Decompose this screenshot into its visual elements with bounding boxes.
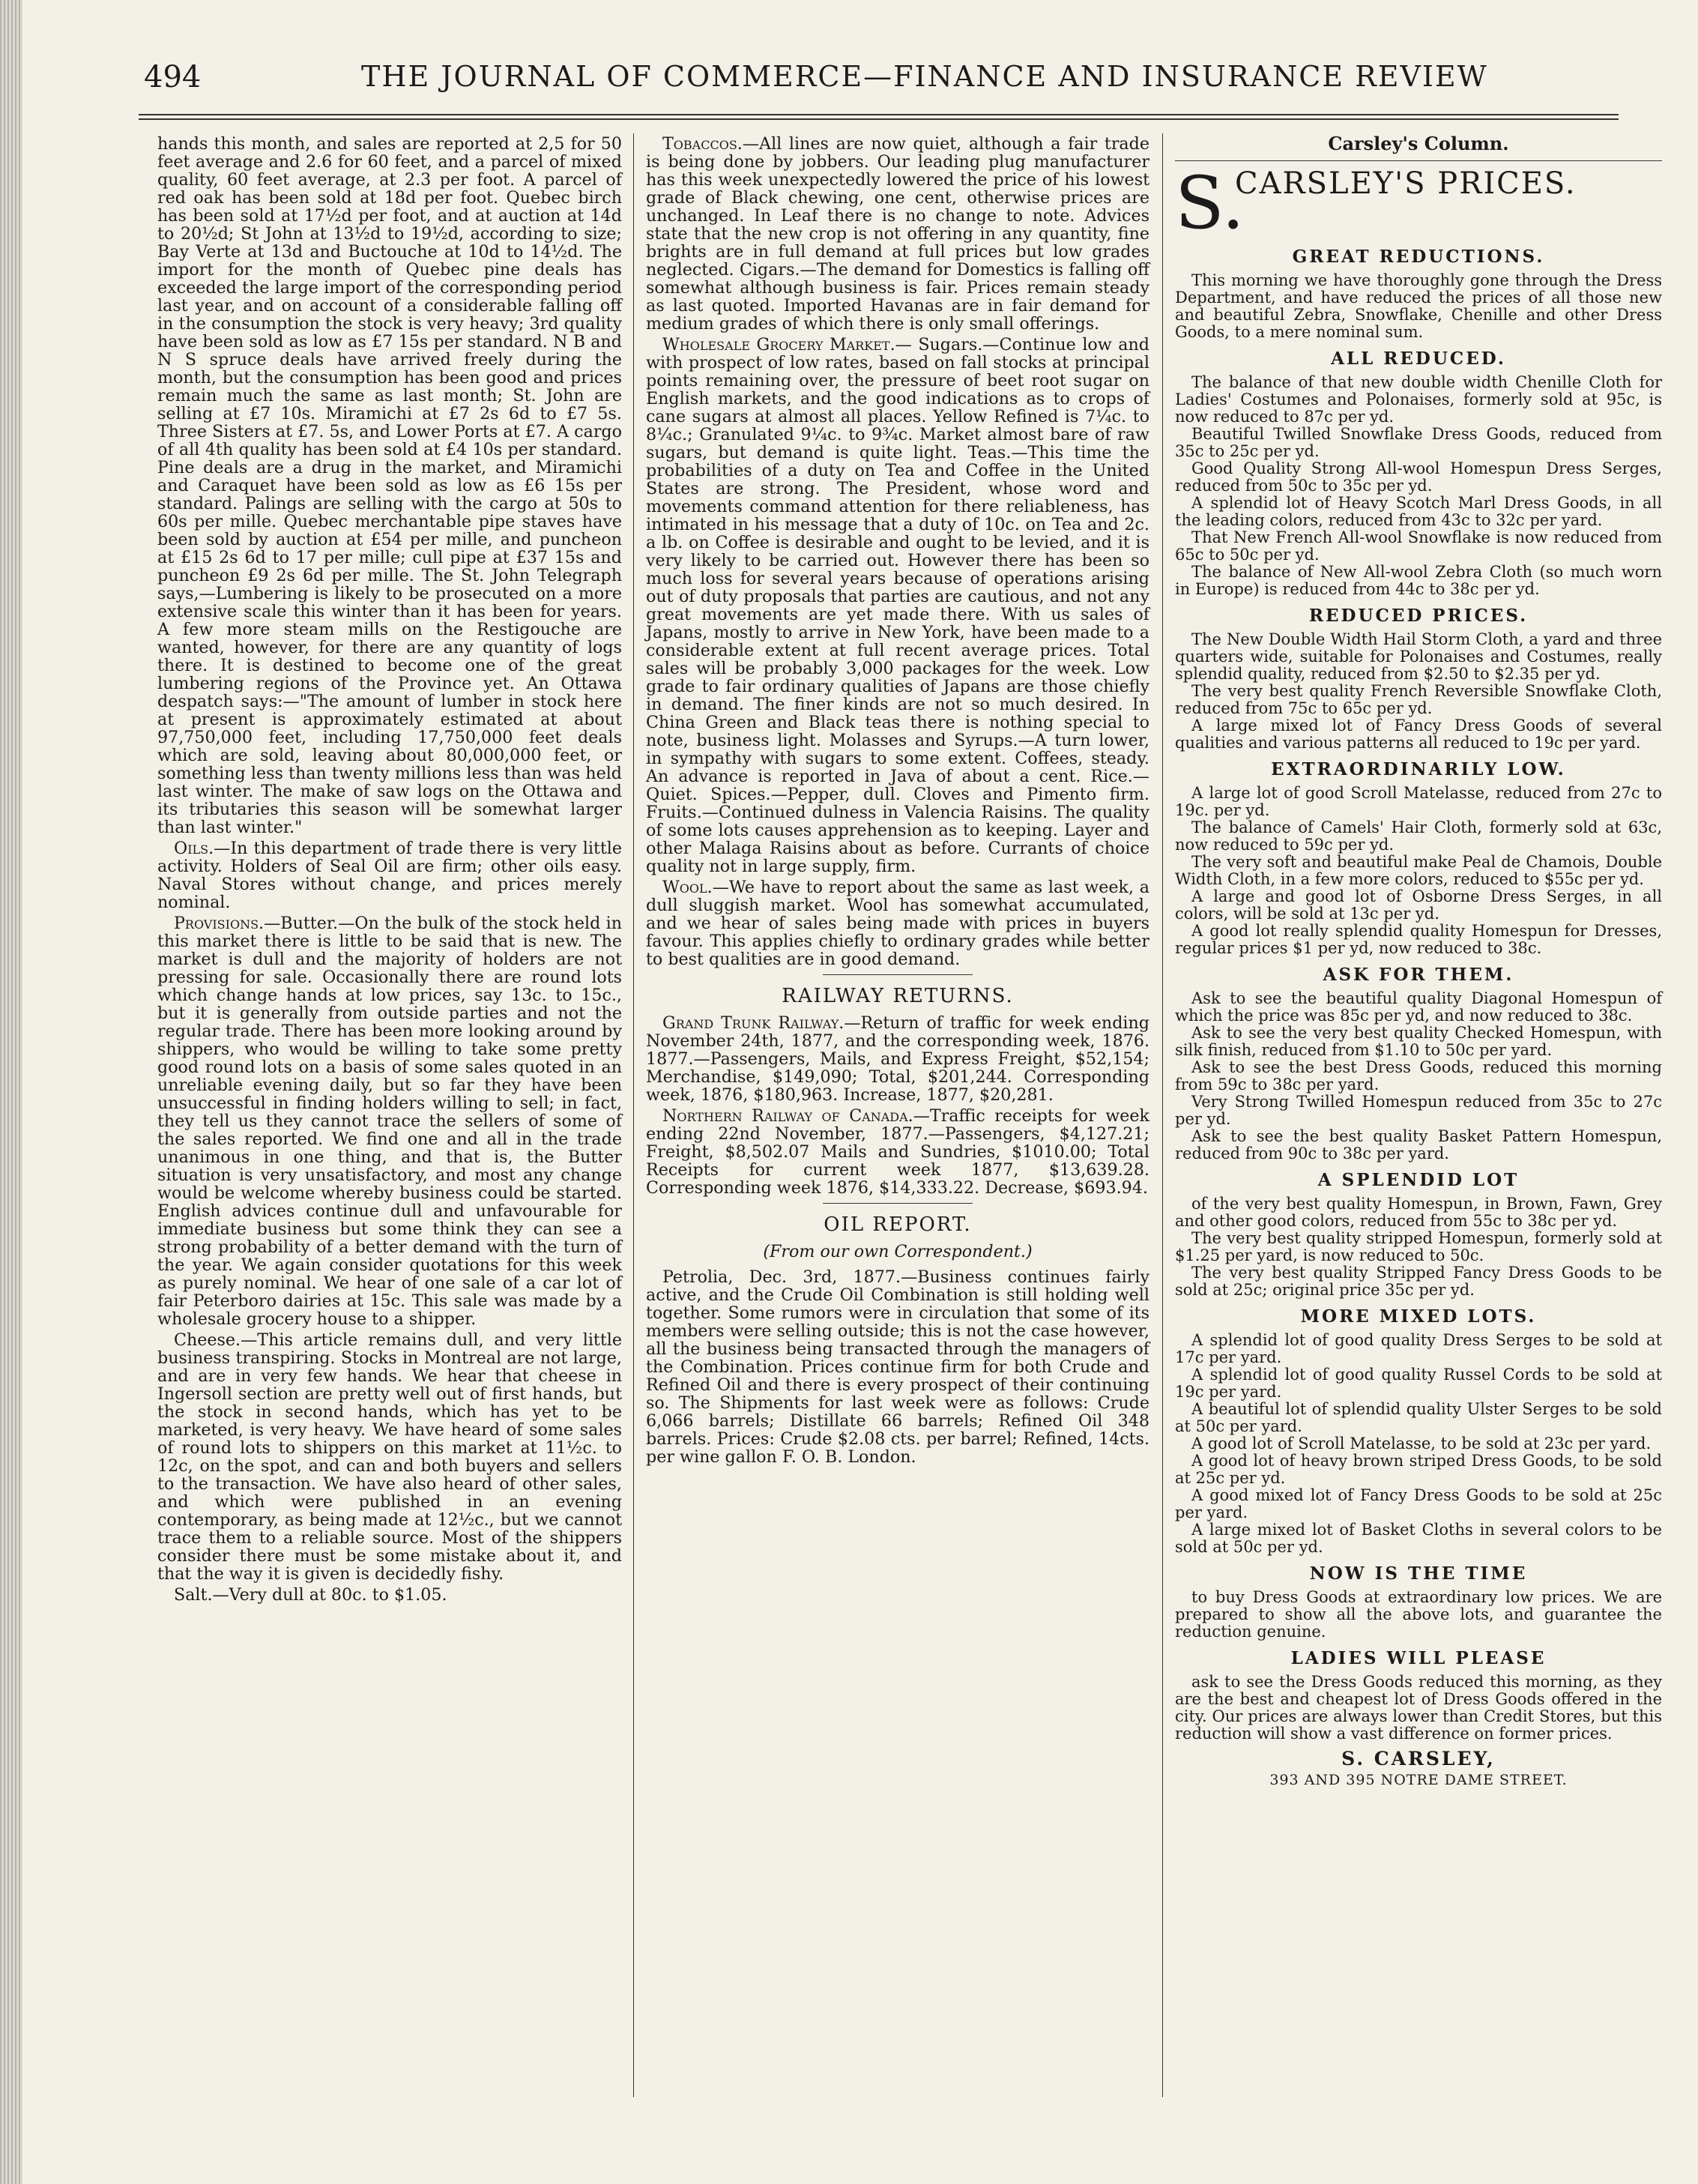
ad-item: A splendid lot of good quality Dress Serges to be sold at 17c per yard. [1175, 1331, 1662, 1366]
ad-section-heading: NOW IS THE TIME [1309, 1563, 1528, 1584]
section-divider [823, 974, 973, 975]
grocery-lead: Wholesale Grocery Market. [662, 335, 895, 355]
ad-section-heading: GREAT REDUCTIONS. [1292, 247, 1545, 267]
journal-title: THE JOURNAL OF COMMERCE—FINANCE AND INSURANCE REVIEW [361, 60, 1488, 93]
ad-item: The very best quality French Reversible Snowflake Cloth, reduced from 75c to 65c per yd. [1175, 682, 1662, 717]
ad-item: A good lot really splendid quality Homespun for Dresses, regular prices $1 per yd, now reduced to 38c. [1175, 922, 1662, 957]
ad-item: of the very best quality Homespun, in Brown, Fawn, Grey and other good colors, reduced from 55c to 38c per yd. [1175, 1195, 1662, 1230]
ad-section-heading: REDUCED PRICES. [1308, 606, 1529, 626]
ad-item: A large and good lot of Osborne Dress Serges, in all colors, will be sold at 13c per yd. [1175, 887, 1662, 923]
ad-item: A good mixed lot of Fancy Dress Goods to be sold at 25c per yard. [1175, 1486, 1662, 1521]
ad-item: A large mixed lot of Basket Cloths in several colors to be sold at 50c per yd. [1175, 1521, 1662, 1556]
carsley-prices-title: CARSLEY'S PRICES. [1235, 166, 1577, 201]
ad-item: Ask to see the best quality Basket Pattern Homespun, reduced from 90c to 38c per yard. [1175, 1127, 1662, 1162]
ad-section-heading: EXTRAORDINARILY LOW. [1271, 759, 1566, 779]
grand-trunk-paragraph [646, 1014, 1149, 1104]
oils-paragraph [157, 839, 622, 911]
ad-sections [1175, 248, 1662, 1743]
column-rule-1 [633, 133, 634, 2097]
ad-item: A splendid lot of Heavy Scotch Marl Dress Goods, in all the leading colors, reduced from 43c to 32c per yard. [1175, 494, 1662, 529]
carsley-signature: S. CARSLEY, [1341, 1748, 1496, 1770]
ad-item: A good lot of heavy brown striped Dress Goods, to be sold at 25c per yd. [1175, 1452, 1662, 1487]
ad-item: Beautiful Twilled Snowflake Dress Goods, reduced from 35c to 25c per yd. [1175, 425, 1662, 460]
correspondent-note: (From our own Correspondent.) [763, 1242, 1033, 1261]
ad-item: A beautiful lot of splendid quality Ulster Serges to be sold at 50c per yard. [1175, 1400, 1662, 1435]
carsley-address: 393 AND 395 NOTRE DAME STREET. [1269, 1772, 1568, 1788]
ad-item: to buy Dress Goods at extraordinary low prices. We are prepared to show all the above lots, and guarantee the reduction genuine. [1175, 1588, 1662, 1641]
grocery-paragraph [646, 336, 1149, 875]
carsley-prices-banner [1175, 161, 1662, 245]
salt-paragraph: Salt.—Very dull at 80c. to $1.05. [174, 1585, 447, 1605]
ad-item: A large lot of good Scroll Matelasse, reduced from 27c to 19c. per yd. [1175, 784, 1662, 819]
carsley-column-title: Carsley's Column. [1328, 133, 1509, 154]
column-3-carsley [1175, 135, 1662, 1789]
column-2 [646, 135, 1149, 1469]
column-rule-2 [1162, 133, 1163, 2097]
tobaccos-lead: Tobaccos. [662, 134, 743, 154]
page-number: 494 [144, 60, 202, 94]
ad-item: Ask to see the very best quality Checked Homespun, with silk finish, reduced from $1.10 to 50c per yard. [1175, 1024, 1662, 1059]
provisions-lead: Provisions. [174, 914, 265, 933]
ad-item: The very best quality Stripped Fancy Dress Goods to be sold at 25c; original price 35c per yd. [1175, 1264, 1662, 1299]
tobaccos-paragraph [646, 135, 1149, 333]
drop-cap-s: S. [1175, 161, 1245, 245]
ad-item: That New French All-wool Snowflake is now reduced from 65c to 50c per yd. [1175, 528, 1662, 564]
ad-item: Very Strong Twilled Homespun reduced from 35c to 27c per yd. [1175, 1093, 1662, 1128]
binding-edge [0, 0, 22, 2184]
oil-report-paragraph: Petrolia, Dec. 3rd, 1877.—Business continues fairly active, and the Crude Oil Combination is still holding well together. Some rumors were in circulation that some of its members were selling outside; this is not the case however, all the business being transacted through the managers of the Combination. Prices continue firm for both Crude and Refined Oil and there is every prospect of their continuing so. The Shipments for last week were as follows: Crude 6,066 barrels; Distillate 66 barrels; Refined Oil 348 barrels. Prices: Crude $2.08 cts. per barrel; Refined, 14cts. per wine gallon F. O. B. London. [646, 1267, 1149, 1467]
ad-item: A large mixed lot of Fancy Dress Goods of several qualities and various patterns all reduced to 19c per yard. [1175, 717, 1662, 752]
header-rule-bottom [139, 118, 1619, 120]
section-divider [823, 1203, 973, 1204]
wool-text: —We have to report about the same as last week, a dull sluggish market. Wool has somewhat accumulated, and we hear of sales being made with prices in buyers favour. This applies chiefly to ordinary grades while better to best qualities are in good demand. [646, 878, 1149, 969]
northern-railway-text: —Traffic receipts for week ending 22nd November, 1877.—Passengers, $4,127.21; Freight, $8,502.07 Mails and Sundries, $1010.00; Total Receipts for current week 1877, $13,639.28. Corresponding week 1876, $14,333.22. Decrease, $693.94. [646, 1106, 1149, 1198]
ad-item: The New Double Width Hail Storm Cloth, a yard and three quarters wide, suitable for Polonaises and Costumes, really splendid quality, reduced from $2.50 to $2.35 per yd. [1175, 630, 1662, 683]
cheese-paragraph: Cheese.—This article remains dull, and very little business transpiring. Stocks in Montreal are not large, and are in very few hands. We hear that cheese in Ingersoll section are pretty well out of first hands, but the stock in second hands, which has yet to be marketed, is very heavy. We have heard of some sales of round lots to shippers on this market at 11½c. to 12c, on the spot, and can and both buyers and sellers to the transaction. We have also heard of other sales, and which were published in an evening contemporary, as being made at 12½c., but we cannot trace them to a reliable source. Most of the shippers consider there must be some mistake about it, and that the way it is given is decidedly fishy. [157, 1330, 622, 1584]
ad-item: The balance of that new double width Chenille Cloth for Ladies' Costumes and Polonaises, formerly sold at 95c, is now reduced to 87c per yd. [1175, 373, 1662, 426]
ad-item: ask to see the Dress Goods reduced this morning, as they are the best and cheapest lot of Dress Goods offered in the city. Our prices are always lower than Credit Stores, but this reduction will show a vast difference on former prices. [1175, 1673, 1662, 1743]
grocery-text: — Sugars.—Continue low and with prospect of low rates, based on fall stocks at principal points remaining over, the pressure of beet root sugar on English markets, and the good indications as to crops of cane sugars at almost all places. Yellow Refined is 7¼c. to 8¼c.; Granulated 9¼c. to 9¾c. Market almost bare of raw sugars, but demand is quite light. Teas.—This time the probabilities of a duty on Tea and Coffee in the United States are strong. The President, whose word and movements command attention for there reliableness, has intimated in his message that a duty of 10c. on Tea and 2c. a lb. on Coffee is desirable and ought to be levied, and it is very likely to be carried out. However there has been so much loss for several years because of operations arising out of duty proposals that parties are cautious, and not any great movements are yet made there. With us sales of Japans, mostly to arrive in New York, have been made to a considerable extent at full recent average prices. Total sales will be probably 3,000 packages for the week. Low grade to fair ordinary qualities of Japans are those chiefly in demand. The finer kinds are not so much desired. In China Green and Black teas there is nothing special to note, business light. Molasses and Syrups.—A turn lower, in sympathy with sugars to some extent. Coffees, steady. An advance is reported in Java of about a cent. Rice.—Quiet. Spices.—Pepper, dull. Cloves and Pimento firm. Fruits.—Continued dulness in Valencia Raisins. The quality of some lots causes apprehension as to keeping. Layer and other Malaga Raisins about as before. Currants of choice quality not in large supply, firm. [646, 335, 1149, 876]
ad-section-heading: ASK FOR THEM. [1323, 965, 1514, 985]
tobaccos-text: —All lines are now quiet, although a fair trade is being done by jobbers. Our leading plug manufacturer has this week unexpectedly lowered the price of his lowest grade of Black chewing, one cent, otherwise prices are unchanged. In Leaf there is no change to note. Advices state that the new crop is not offering in any quantity, fine brights are in full demand at full prices but low grades neglected. Cigars.—The demand for Domestics is falling off somewhat although business is fair. Prices remain steady as last quoted. Imported Havanas are in fair demand for medium grades of which there is only small offerings. [646, 134, 1149, 334]
provisions-paragraph [157, 914, 622, 1328]
oils-text: —In this department of trade there is very little activity. Holders of Seal Oil are firm; other oils easy. Naval Stores without change, and prices merely nominal. [157, 839, 622, 912]
ad-item: The very best quality stripped Homespun, formerly sold at $1.25 per yard, is now reduced to 50c. [1175, 1229, 1662, 1264]
ad-item: The balance of Camels' Hair Cloth, formerly sold at 63c, now reduced to 59c per yd. [1175, 818, 1662, 854]
ad-section-heading: LADIES WILL PLEASE [1290, 1648, 1547, 1668]
ad-item: The balance of New All-wool Zebra Cloth (so much worn in Europe) is reduced from 44c to 38c per yd. [1175, 563, 1662, 598]
northern-railway-paragraph [646, 1107, 1149, 1197]
grand-trunk-lead: Grand Trunk Railway. [662, 1013, 845, 1033]
lumber-paragraph: hands this month, and sales are reported at 2,5 for 50 feet average and 2.6 for 60 feet, and a parcel of mixed quality, 60 feet average, at 2.3 per foot. A parcel of red oak has been sold at 18d per foot. Quebec birch has been sold at 17½d per foot, and at auction at 14d to 20½d; St John at 13½d to 19½d, according to size; Bay Verte at 13d and Buctouche at 10d to 14½d. The import for the month of Quebec pine deals has exceeded the large import of the corresponding period last year, and on account of a considerable falling off in the consumption the stock is very heavy; 3rd quality have been sold as low as £7 15s per standard. N B and N S spruce deals have arrived freely during the month, but the consumption has been good and prices remain much the same as last month; St. John are selling at £7 10s. Miramichi at £7 2s 6d to £7 5s. Three Sisters at £7. 5s, and Lower Ports at £7. A cargo of all 4th quality has been sold at £4 10s per standard. Pine deals are a drug in the market, and Miramichi and Caraquet have been sold as low as £6 15s per standard. Palings are selling with the cargo at 50s to 60s per mille. Quebec merchantable pipe staves have been sold by auction at £54 per mille, and puncheon at £15 2s 6d to 17 per mille; cull pipe at £37 15s and puncheon £9 2s 6d per mille. The St. John Telegraph says,—Lumbering is likely to be prosecuted on a more extensive scale this winter than it has been for years. A few more steam mills on the Restigouche are wanted, however, for there are any quantity of logs there. It is destined to become one of the great lumbering regions of the Province yet. An Ottawa despatch says:—"The amount of lumber in stock here at present is approximately estimated at about 97,750,000 feet, including 17,750,000 feet deals which are sold, leaving about 80,000,000 feet, or something less than twenty millions less than was held last winter. The make of saw logs on the Ottawa and its tributaries this season will be somewhat larger than last winter." [157, 134, 622, 837]
ad-item: A splendid lot of good quality Russel Cords to be sold at 19c per yard. [1175, 1366, 1662, 1401]
ad-item: Ask to see the best Dress Goods, reduced this morning from 59c to 38c per yard. [1175, 1058, 1662, 1093]
ad-item: This morning we have thoroughly gone through the Dress Department, and have reduced the prices of all those new and beautiful Zebra, Snowflake, Chenille and other Dress Goods, to a mere nominal sum. [1175, 271, 1662, 341]
wool-lead: Wool. [662, 878, 713, 897]
ad-section-heading: A SPLENDID LOT [1317, 1170, 1520, 1190]
ad-section-heading: MORE MIXED LOTS. [1300, 1306, 1537, 1327]
northern-railway-lead: Northern Railway of Canada. [662, 1106, 913, 1126]
ad-section-heading: ALL REDUCED. [1331, 349, 1506, 369]
oil-report-heading: OIL REPORT. [824, 1213, 972, 1236]
column-1 [157, 135, 622, 1607]
oils-lead: Oils. [174, 839, 214, 858]
ad-item: Ask to see the beautiful quality Diagonal Homespun of which the price was 85c per yd, and now reduced to 38c. [1175, 989, 1662, 1025]
title-rule [1175, 160, 1662, 161]
provisions-text: —Butter.—On the bulk of the stock held in this market there is little to be said that is new. The market is dull and the majority of holders are not pressing for sale. Occasionally there are round lots which change hands at low prices, say 13c. to 15c., but it is generally from outside parties and not the regular trade. There has been more looking around by shippers, who would be willing to take some pretty good round lots on a basis of some sales quoted in an unreliable evening daily, but so far they have been unsuccessful in finding holders willing to sell; in fact, they tell us they cannot trace the sellers of some of the sales reported. We find one and all in the trade unanimous in one thing, and that is, the Butter situation is very unsatisfactory, and most any change would be welcome whereby business could be started. English advices continue dull and unfavourable for immediate business but some think they can see a strong probability of a better demand with the turn of the year. We again consider quotations for this week as purely nominal. We hear of one sale of a car lot of fair Peterboro dairies at 15c. This sale was made by a wholesale grocery house to a shipper. [157, 914, 622, 1329]
header-rule-top [139, 114, 1619, 115]
ad-item: Good Quality Strong All-wool Homespun Dress Serges, reduced from 50c to 35c per yd. [1175, 459, 1662, 495]
railway-returns-heading: RAILWAY RETURNS. [782, 985, 1014, 1007]
grand-trunk-text: —Return of traffic for week ending November 24th, 1877, and the corresponding week, 1876. 1877.—Passengers, Mails, and Express Freight, $52,154; Merchandise, $149,090; Total, $201,244. Corresponding week, 1876, $180,963. Increase, 1877, $20,281. [646, 1013, 1149, 1105]
ad-item: A good lot of Scroll Matelasse, to be sold at 23c per yard. [1191, 1435, 1652, 1453]
ad-item: The very soft and beautiful make Peal de Chamois, Double Width Cloth, in a few more colors, reduced to $55c per yd. [1175, 853, 1662, 888]
wool-paragraph [646, 878, 1149, 968]
